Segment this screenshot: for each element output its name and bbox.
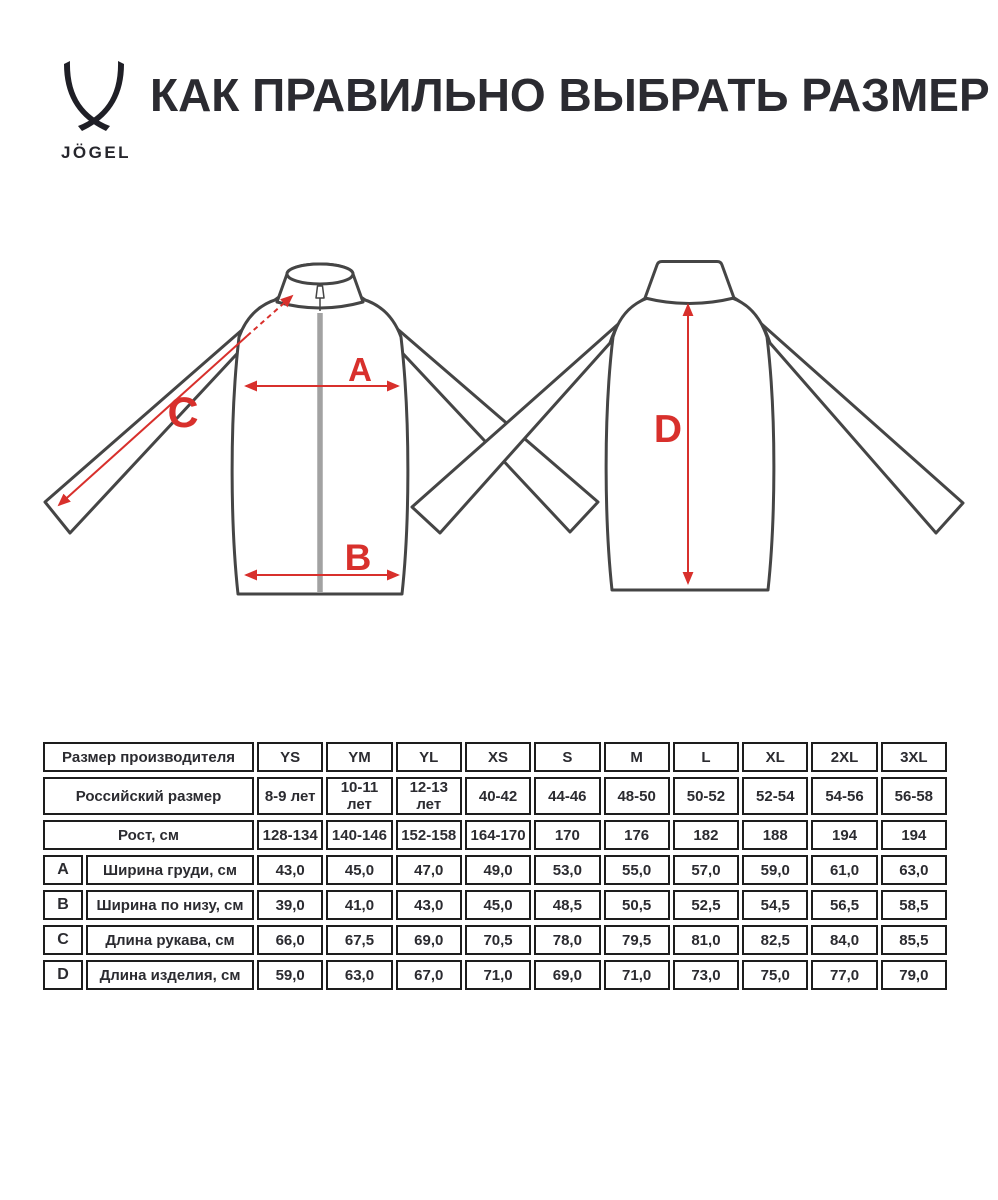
row-label: Рост, см (43, 820, 254, 850)
size-cell: 3XL (881, 742, 947, 772)
size-cell: 43,0 (257, 855, 323, 885)
size-cell: 75,0 (742, 960, 808, 990)
size-cell: 71,0 (465, 960, 531, 990)
size-cell: XS (465, 742, 531, 772)
page-title: КАК ПРАВИЛЬНО ВЫБРАТЬ РАЗМЕР (150, 69, 990, 121)
size-cell: 164-170 (465, 820, 531, 850)
size-cell: 52,5 (673, 890, 739, 920)
measurement-label-d: D (653, 408, 682, 451)
measurement-arrow-c-solid (59, 336, 247, 505)
size-diagram (0, 235, 998, 635)
size-cell: 48,5 (534, 890, 600, 920)
back-body (606, 298, 774, 590)
table-row (43, 960, 947, 990)
size-cell: 61,0 (811, 855, 877, 885)
table-row (43, 890, 947, 920)
size-cell: 85,5 (881, 925, 947, 955)
size-cell: 56-58 (881, 777, 947, 815)
size-cell: 44-46 (534, 777, 600, 815)
size-cell: 43,0 (396, 890, 462, 920)
size-cell: 54-56 (811, 777, 877, 815)
size-cell: 73,0 (673, 960, 739, 990)
size-cell: 57,0 (673, 855, 739, 885)
measurement-label-a: A (348, 351, 372, 388)
size-cell: 63,0 (881, 855, 947, 885)
size-cell: 50-52 (673, 777, 739, 815)
table-row (43, 777, 947, 815)
size-cell: 78,0 (534, 925, 600, 955)
brand-logo (40, 52, 160, 170)
size-cell: 66,0 (257, 925, 323, 955)
table-row (43, 855, 947, 885)
size-table (40, 737, 950, 995)
size-cell: 45,0 (465, 890, 531, 920)
size-cell: 128-134 (257, 820, 323, 850)
measure-letter: B (43, 890, 83, 920)
size-cell: YS (257, 742, 323, 772)
size-cell: 67,5 (326, 925, 392, 955)
size-cell: 77,0 (811, 960, 877, 990)
size-cell: 188 (742, 820, 808, 850)
size-cell: 82,5 (742, 925, 808, 955)
size-cell: YM (326, 742, 392, 772)
size-cell: 58,5 (881, 890, 947, 920)
size-cell: 79,0 (881, 960, 947, 990)
size-cell: S (534, 742, 600, 772)
size-cell: 47,0 (396, 855, 462, 885)
size-cell: M (604, 742, 670, 772)
measurement-label-c: C (167, 389, 199, 437)
size-cell: 84,0 (811, 925, 877, 955)
size-cell: 71,0 (604, 960, 670, 990)
size-cell: XL (742, 742, 808, 772)
size-cell: 12-13 лет (396, 777, 462, 815)
size-cell: 182 (673, 820, 739, 850)
back-collar (645, 262, 734, 304)
size-cell: 81,0 (673, 925, 739, 955)
size-cell: 45,0 (326, 855, 392, 885)
measure-letter: D (43, 960, 83, 990)
collar-opening (287, 264, 353, 284)
size-cell: 79,5 (604, 925, 670, 955)
size-cell: 56,5 (811, 890, 877, 920)
size-cell: 40-42 (465, 777, 531, 815)
size-cell: 194 (811, 820, 877, 850)
size-cell: 140-146 (326, 820, 392, 850)
size-cell: 8-9 лет (257, 777, 323, 815)
measure-letter: C (43, 925, 83, 955)
size-cell: 48-50 (604, 777, 670, 815)
size-cell: 10-11 лет (326, 777, 392, 815)
measurement-label-b: B (344, 537, 372, 578)
row-label: Российский размер (43, 777, 254, 815)
size-cell: 67,0 (396, 960, 462, 990)
size-cell: 176 (604, 820, 670, 850)
size-cell: 49,0 (465, 855, 531, 885)
size-cell: 59,0 (257, 960, 323, 990)
size-cell: 39,0 (257, 890, 323, 920)
table-row (43, 742, 947, 772)
size-cell: 53,0 (534, 855, 600, 885)
size-cell: 170 (534, 820, 600, 850)
size-cell: 70,5 (465, 925, 531, 955)
row-label: Длина рукава, см (86, 925, 254, 955)
size-cell: 2XL (811, 742, 877, 772)
zipper-pull (316, 286, 324, 298)
row-label: Ширина груди, см (86, 855, 254, 885)
size-cell: 69,0 (396, 925, 462, 955)
size-cell: 69,0 (534, 960, 600, 990)
size-cell: 50,5 (604, 890, 670, 920)
table-row (43, 925, 947, 955)
jogel-bird-icon (64, 61, 124, 131)
brand-name: JÖGEL (60, 143, 132, 162)
size-cell: 59,0 (742, 855, 808, 885)
measure-letter: A (43, 855, 83, 885)
size-cell: 54,5 (742, 890, 808, 920)
table-row (43, 820, 947, 850)
size-cell: 63,0 (326, 960, 392, 990)
row-label: Размер производителя (43, 742, 254, 772)
size-cell: 55,0 (604, 855, 670, 885)
size-cell: L (673, 742, 739, 772)
size-cell: 52-54 (742, 777, 808, 815)
size-cell: YL (396, 742, 462, 772)
size-cell: 41,0 (326, 890, 392, 920)
size-cell: 194 (881, 820, 947, 850)
row-label: Ширина по низу, см (86, 890, 254, 920)
row-label: Длина изделия, см (86, 960, 254, 990)
size-cell: 152-158 (396, 820, 462, 850)
